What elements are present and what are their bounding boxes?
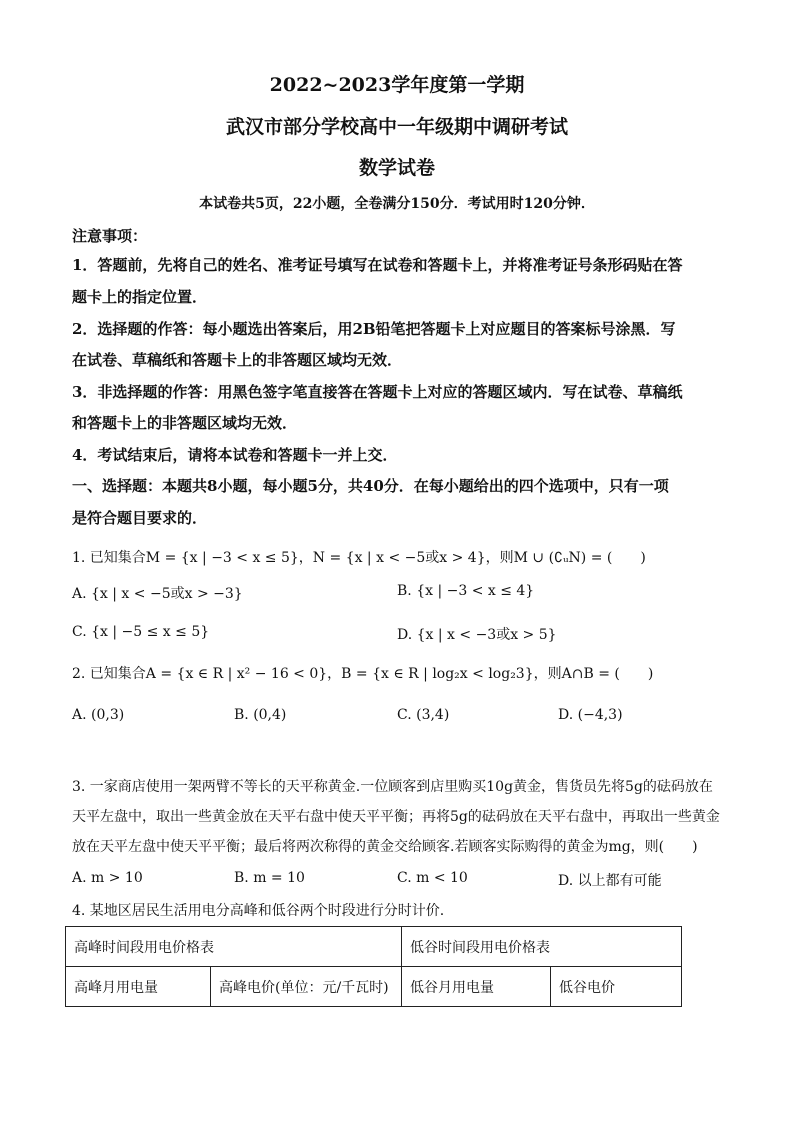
exam-intro: 本试卷共5页，22小题，全卷满分150分．考试用时120分钟． xyxy=(199,196,595,212)
peak-table-title: 高峰时间段用电价格表 xyxy=(66,927,402,967)
question-2-option-b: B. (0,4) xyxy=(234,707,287,723)
section-1-line-1: 一、选择题：本题共8小题，每小题5分，共40分．在每小题给出的四个选项中，只有一项 xyxy=(72,477,669,495)
note-1-line-1: 1．答题前，先将自己的姓名、准考证号填写在试卷和答题卡上，并将准考证号条形码贴在答 xyxy=(72,256,683,274)
question-1-option-d: D. {x | x < −3或x > 5} xyxy=(397,627,557,643)
question-1-option-b: B. {x | −3 < x ≤ 4} xyxy=(397,583,535,599)
note-3-line-1: 3．非选择题的作答：用黑色签字笔直接答在答题卡上对应的答题区域内．写在试卷、草稿纸 xyxy=(72,383,683,401)
note-4: 4．考试结束后，请将本试卷和答题卡一并上交． xyxy=(72,446,398,464)
valley-usage-header: 低谷月用电量 xyxy=(402,967,551,1007)
question-3-option-b: B. m = 10 xyxy=(234,870,305,886)
table-row xyxy=(66,927,682,967)
notes-heading: 注意事项： xyxy=(72,227,148,245)
question-4-stem: 4. 某地区居民生活用电分高峰和低谷两个时段进行分时计价. xyxy=(72,903,445,919)
question-3-line-2: 天平左盘中，取出一些黄金放在天平右盘中使天平平衡；再将5g的砝码放在天平右盘中，再取出一些黄金 xyxy=(72,809,720,825)
note-3-line-2: 和答题卡上的非答题区域均无效． xyxy=(72,414,298,432)
question-1-option-c: C. {x | −5 ≤ x ≤ 5} xyxy=(72,624,210,640)
electricity-price-table xyxy=(65,926,682,1007)
question-3-option-c: C. m < 10 xyxy=(397,870,468,886)
question-1-stem: 1. 已知集合M = {x | −3 < x ≤ 5}，N = {x | x < −5或x > 4}，则M ∪ (∁ᵤN) = ( ) xyxy=(72,550,646,566)
question-2-option-a: A. (0,3) xyxy=(72,707,125,723)
exam-year-title: 2022~2023学年度第一学期 xyxy=(269,74,525,96)
question-2-stem: 2. 已知集合A = {x ∈ R | x² − 16 < 0}，B = {x ∈ R | log₂x < log₂3}，则A∩B = ( ) xyxy=(72,666,654,682)
note-1-line-2: 题卡上的指定位置． xyxy=(72,288,208,306)
note-2-line-2: 在试卷、草稿纸和答题卡上的非答题区域均无效． xyxy=(72,351,403,369)
section-1-line-2: 是符合题目要求的． xyxy=(72,509,208,527)
question-3-option-d: D. 以上都有可能 xyxy=(558,873,662,889)
question-3-line-1: 3. 一家商店使用一架两臂不等长的天平称黄金.一位顾客到店里购买10g黄金，售货员先将5g的砝码放在 xyxy=(72,779,713,795)
peak-price-header: 高峰电价(单位：元/千瓦时) xyxy=(211,967,402,1007)
subject-title: 数学试卷 xyxy=(358,157,435,179)
question-1-option-a: A. {x | x < −5或x > −3} xyxy=(72,586,243,602)
note-2-line-1: 2．选择题的作答：每小题选出答案后，用2B铅笔把答题卡上对应题目的答案标号涂黑．写 xyxy=(72,320,676,338)
question-2-option-c: C. (3,4) xyxy=(397,707,450,723)
question-2-option-d: D. (−4,3) xyxy=(558,707,623,723)
question-3-option-a: A. m > 10 xyxy=(72,870,143,886)
question-3-line-3: 放在天平左盘中使天平平衡；最后将两次称得的黄金交给顾客.若顾客实际购得的黄金为mg，则( ) xyxy=(72,839,698,855)
valley-price-header: 低谷电价 xyxy=(551,967,682,1007)
valley-table-title: 低谷时间段用电价格表 xyxy=(402,927,682,967)
table-row xyxy=(66,967,682,1007)
exam-name-title: 武汉市部分学校高中一年级期中调研考试 xyxy=(225,116,568,138)
peak-usage-header: 高峰月用电量 xyxy=(66,967,211,1007)
